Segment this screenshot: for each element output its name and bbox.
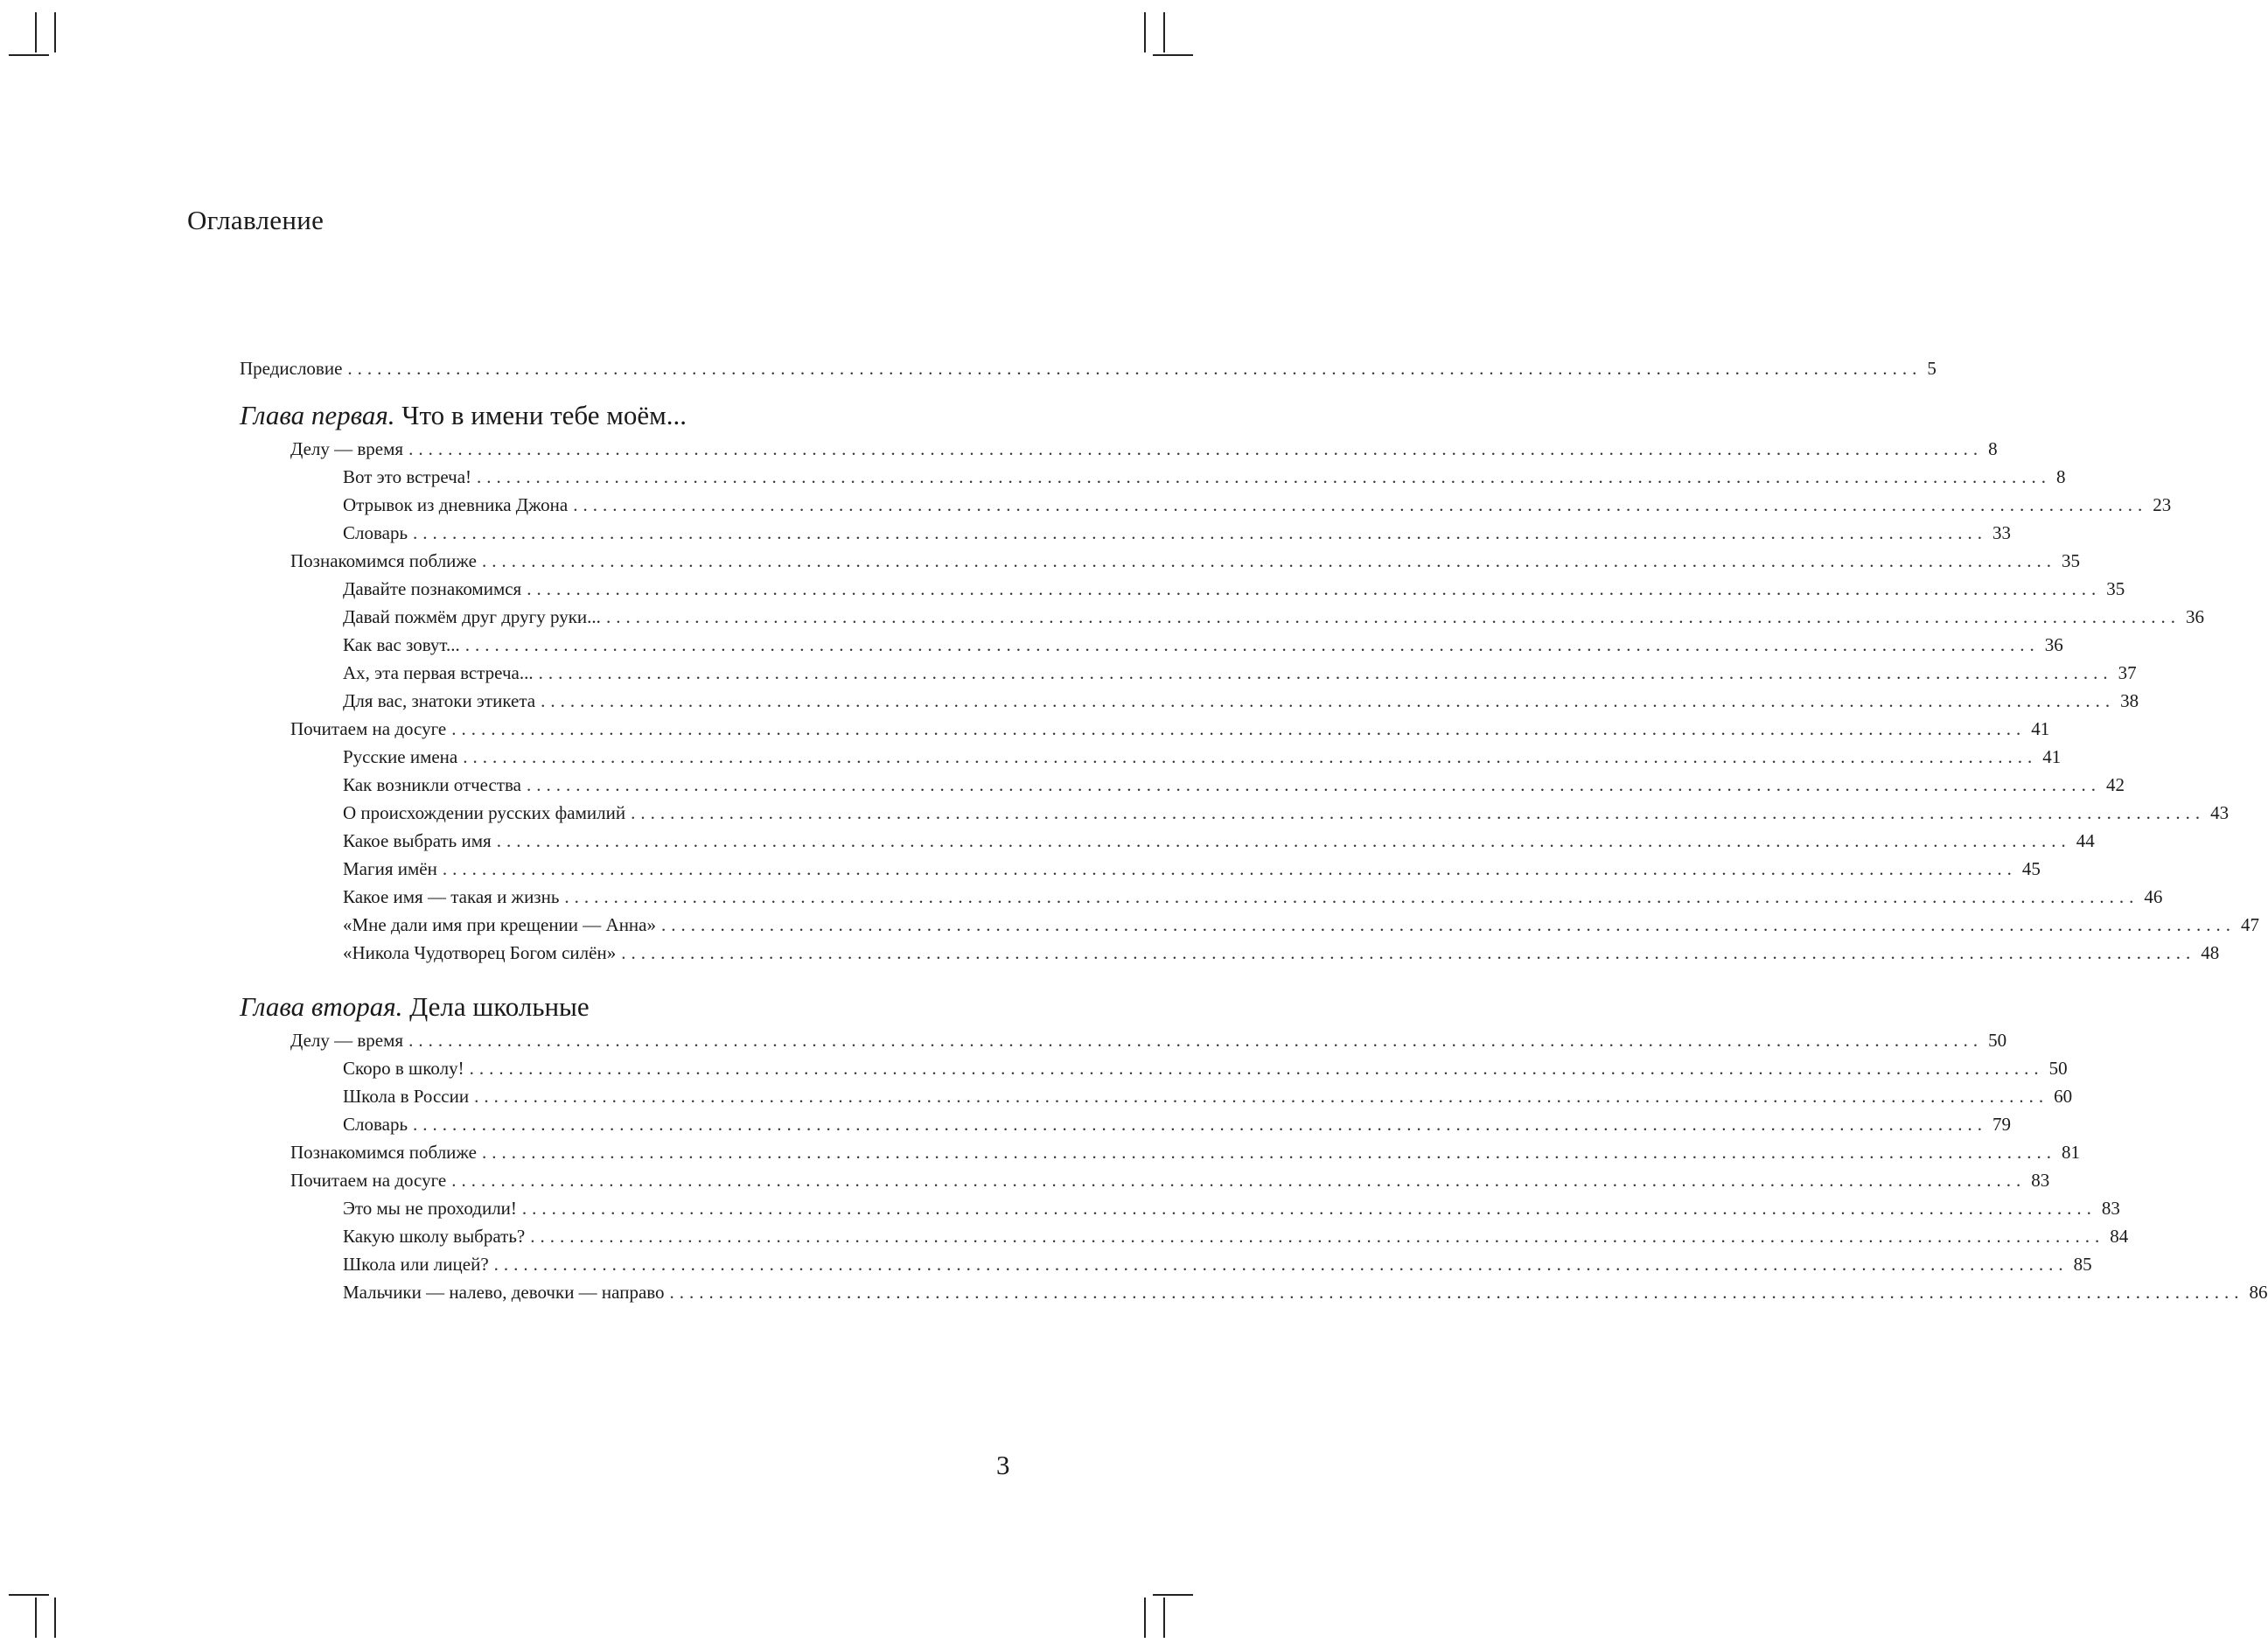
toc-entry-title: Какое имя — такая и жизнь <box>343 886 560 907</box>
toc-item[interactable] <box>240 491 2172 519</box>
crop-mark <box>1144 1598 1146 1638</box>
toc-entry-title: Делу — время <box>290 438 404 459</box>
toc-entry-title: «Никола Чудотворец Богом силён» <box>343 942 617 963</box>
chapter-label: Глава вторая. <box>240 991 403 1022</box>
toc-entry-title: Ах, эта первая встреча... <box>343 662 534 683</box>
chapter-title: Дела школьные <box>409 991 590 1022</box>
toc-page-number: 36 <box>2044 634 2063 655</box>
dot-leader: ................................................................................................................................................................ <box>564 886 2139 907</box>
dot-leader: ................................................................................................................................................................ <box>669 1282 2244 1303</box>
toc-page-number: 35 <box>2061 550 2080 571</box>
chapter-heading[interactable] <box>240 988 1015 1026</box>
dot-leader: ................................................................................................................................................................ <box>474 1086 2049 1107</box>
toc-item[interactable] <box>240 771 2125 799</box>
crop-mark <box>35 1598 37 1638</box>
dot-leader: ................................................................................................................................................................ <box>442 858 2017 879</box>
toc-page-number: 50 <box>1988 1030 2007 1051</box>
toc-entry-title: Давай пожмём друг другу руки... <box>343 606 601 627</box>
toc-page-number: 84 <box>2110 1226 2129 1247</box>
toc-page-number: 60 <box>2054 1086 2073 1107</box>
toc-page-number: 47 <box>2241 914 2259 935</box>
dot-leader: ................................................................................................................................................................ <box>541 690 2116 711</box>
toc-entry-title: Вот это встреча! <box>343 466 472 487</box>
dot-leader: ................................................................................................................................................................ <box>605 606 2181 627</box>
toc-item[interactable] <box>240 687 2139 715</box>
toc-entry-title: Словарь <box>343 1114 408 1135</box>
toc-item[interactable] <box>240 1250 2092 1278</box>
toc-page-number: 36 <box>2185 606 2204 627</box>
dot-leader: ................................................................................................................................................................ <box>408 438 1984 459</box>
toc-page-number: 41 <box>2042 746 2062 767</box>
toc-page-number: 50 <box>2048 1058 2068 1079</box>
dot-leader: ................................................................................................................................................................ <box>521 1198 2097 1219</box>
toc-section[interactable] <box>240 1026 2007 1054</box>
toc-entry-title: Делу — время <box>290 1030 404 1051</box>
toc-item[interactable] <box>240 1054 2068 1082</box>
page-title: Оглавление <box>187 205 324 235</box>
toc-page-number: 45 <box>2021 858 2041 879</box>
dot-leader: ................................................................................................................................................................ <box>347 358 1923 379</box>
toc-entry-title: Мальчики — налево, девочки — направо <box>343 1282 665 1303</box>
toc-item[interactable] <box>240 939 2220 967</box>
toc-entry-title: Познакомимся поближе <box>290 1142 477 1163</box>
toc-page-number: 37 <box>2118 662 2137 683</box>
toc-page-number: 85 <box>2073 1254 2092 1275</box>
toc-entry-title: Предисловие <box>240 358 343 379</box>
dot-leader: ................................................................................................................................................................ <box>451 718 2027 739</box>
toc-item[interactable] <box>240 603 2204 631</box>
toc-item[interactable] <box>240 1278 2268 1306</box>
toc-entry-title: О происхождении русских фамилий <box>343 802 626 823</box>
toc-item[interactable] <box>240 1194 2120 1222</box>
toc-entry-title: Русские имена <box>343 746 458 767</box>
dot-leader: ................................................................................................................................................................ <box>477 466 2052 487</box>
toc-entry-title: Школа или лицей? <box>343 1254 489 1275</box>
crop-mark <box>9 1594 49 1596</box>
toc-entry-title: Школа в России <box>343 1086 470 1107</box>
toc-entry-title: Как возникли отчества <box>343 774 521 795</box>
toc-entry-preface[interactable] <box>240 354 1937 382</box>
toc-item[interactable] <box>240 631 2063 659</box>
crop-mark <box>54 12 56 52</box>
chapter-title: Что в имени тебе моём... <box>401 400 687 430</box>
toc-item[interactable] <box>240 883 2163 911</box>
toc-page-number: 79 <box>1992 1114 2012 1135</box>
toc-item[interactable] <box>240 1110 2012 1138</box>
dot-leader: ................................................................................................................................................................ <box>463 746 2038 767</box>
crop-mark <box>1163 1598 1165 1638</box>
toc-section[interactable] <box>240 435 1998 463</box>
chapter-heading[interactable] <box>240 396 1015 435</box>
toc-entry-title: Магия имён <box>343 858 437 879</box>
table-of-contents <box>240 354 2268 1306</box>
toc-entry-title: «Мне дали имя при крещении — Анна» <box>343 914 656 935</box>
crop-mark <box>1163 12 1165 52</box>
dot-leader: ................................................................................................................................................................ <box>496 830 2071 851</box>
dot-leader: ................................................................................................................................................................ <box>661 914 2236 935</box>
toc-item[interactable] <box>240 575 2125 603</box>
dot-leader: ................................................................................................................................................................ <box>573 494 2148 515</box>
toc-entry-title: Какую школу выбрать? <box>343 1226 526 1247</box>
toc-page-number: 43 <box>2210 802 2230 823</box>
toc-entry-title: Словарь <box>343 522 408 543</box>
toc-entry-title: Какое выбрать имя <box>343 830 492 851</box>
crop-mark <box>54 1598 56 1638</box>
toc-entry-title: Почитаем на досуге <box>290 718 447 739</box>
dot-leader: ................................................................................................................................................................ <box>413 522 1988 543</box>
toc-item[interactable] <box>240 911 2259 939</box>
toc-entry-title: Это мы не проходили! <box>343 1198 517 1219</box>
toc-page-number: 46 <box>2144 886 2163 907</box>
crop-mark <box>1153 54 1193 56</box>
toc-item[interactable] <box>240 659 2137 687</box>
dot-leader: ................................................................................................................................................................ <box>530 1226 2105 1247</box>
toc-entry-title: Давайте познакомимся <box>343 578 522 599</box>
page-number: 3 <box>996 1450 1010 1480</box>
toc-page-number: 44 <box>2076 830 2095 851</box>
dot-leader: ................................................................................................................................................................ <box>621 942 2196 963</box>
toc-page-number: 48 <box>2201 942 2220 963</box>
dot-leader: ................................................................................................................................................................ <box>527 578 2102 599</box>
toc-item[interactable] <box>240 519 2012 547</box>
crop-mark <box>9 54 49 56</box>
dot-leader: ................................................................................................................................................................ <box>408 1030 1984 1051</box>
toc-entry-title: Для вас, знатоки этикета <box>343 690 536 711</box>
toc-item[interactable] <box>240 799 2230 827</box>
toc-item[interactable] <box>240 1082 2073 1110</box>
crop-mark <box>1144 12 1146 52</box>
toc-entry-title: Познакомимся поближе <box>290 550 477 571</box>
toc-page-number: 8 <box>1988 438 1998 459</box>
toc-page-number: 41 <box>2031 718 2050 739</box>
toc-item[interactable] <box>240 855 2041 883</box>
toc-page-number: 81 <box>2061 1142 2080 1163</box>
toc-page-number: 83 <box>2101 1198 2120 1219</box>
toc-entry-title: Как вас зовут... <box>343 634 460 655</box>
crop-mark <box>1153 1594 1193 1596</box>
toc-page-number: 23 <box>2153 494 2172 515</box>
toc-item[interactable] <box>240 463 2066 491</box>
crop-mark <box>35 12 37 52</box>
dot-leader: ................................................................................................................................................................ <box>413 1114 1988 1135</box>
toc-page-number: 35 <box>2106 578 2125 599</box>
toc-section[interactable] <box>240 547 2080 575</box>
chapter-label: Глава первая. <box>240 400 395 430</box>
toc-entry-title: Скоро в школу! <box>343 1058 464 1079</box>
toc-page-number: 86 <box>2249 1282 2268 1303</box>
toc-page-number: 42 <box>2105 774 2125 795</box>
toc-item[interactable] <box>240 1222 2129 1250</box>
dot-leader: ................................................................................................................................................................ <box>493 1254 2069 1275</box>
dot-leader: ................................................................................................................................................................ <box>464 634 2040 655</box>
toc-item[interactable] <box>240 743 2062 771</box>
toc-page-number: 8 <box>2056 466 2066 487</box>
toc-section[interactable] <box>240 1166 2050 1194</box>
toc-page-number: 83 <box>2031 1170 2050 1191</box>
dot-leader: ................................................................................................................................................................ <box>451 1170 2027 1191</box>
dot-leader: ................................................................................................................................................................ <box>481 1142 2056 1163</box>
dot-leader: ................................................................................................................................................................ <box>631 802 2206 823</box>
dot-leader: ................................................................................................................................................................ <box>538 662 2113 683</box>
toc-section[interactable] <box>240 1138 2080 1166</box>
dot-leader: ................................................................................................................................................................ <box>481 550 2056 571</box>
toc-item[interactable] <box>240 827 2095 855</box>
toc-page-number: 33 <box>1992 522 2012 543</box>
toc-entry-title: Отрывок из дневника Джона <box>343 494 569 515</box>
toc-page-number: 5 <box>1927 358 1937 379</box>
toc-entry-title: Почитаем на досуге <box>290 1170 447 1191</box>
dot-leader: ................................................................................................................................................................ <box>469 1058 2044 1079</box>
dot-leader: ................................................................................................................................................................ <box>526 774 2101 795</box>
toc-section[interactable] <box>240 715 2050 743</box>
toc-page-number: 38 <box>2120 690 2139 711</box>
